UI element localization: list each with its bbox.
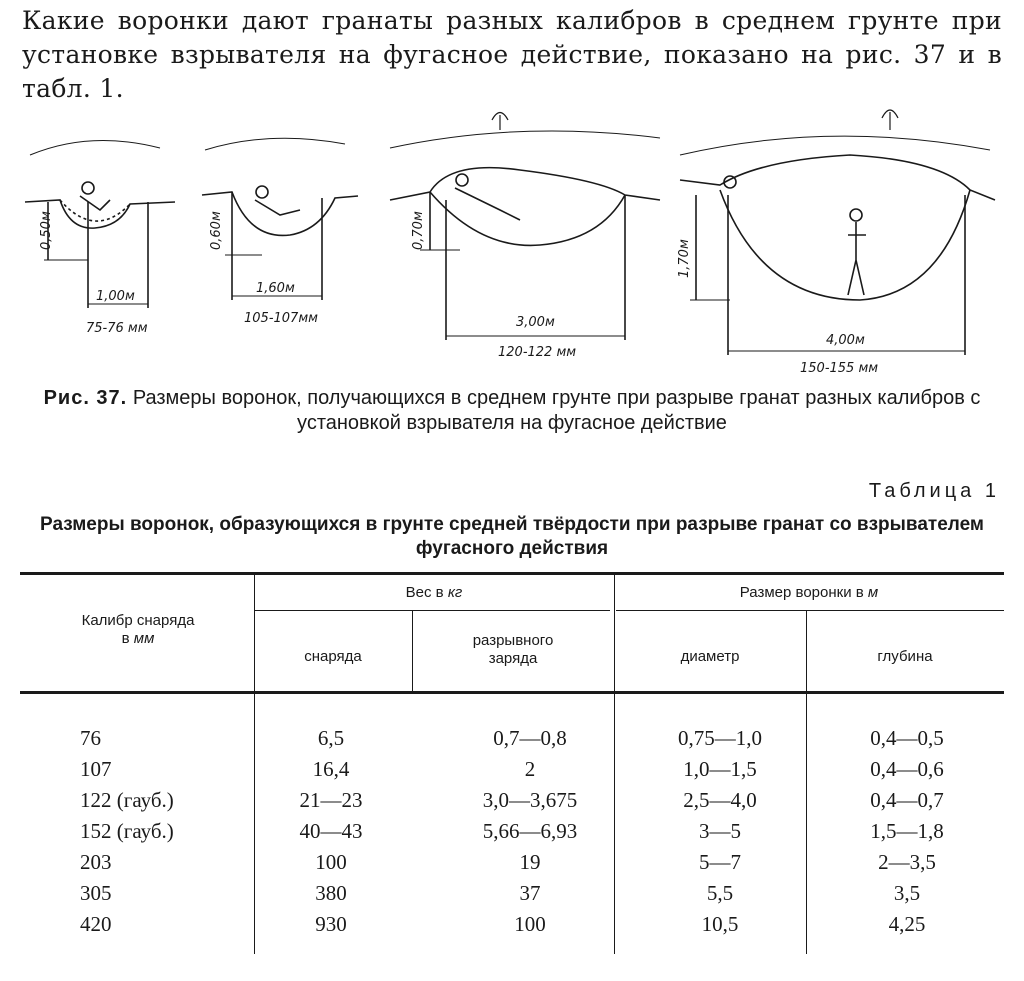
caption-text: Размеры воронок, получающихся в среднем грунте при разрыве гранат разных калибров с установкой взрывателя на фугасное действие <box>132 387 981 434</box>
header-caliber-line1: Калибр снаряда <box>81 612 195 629</box>
crater-panel-3 <box>390 113 660 341</box>
panel4-depth: 1,70м <box>677 239 692 278</box>
cell-shell-weight: 40—43 <box>299 819 363 843</box>
cell-depth: 4,25 <box>888 912 926 936</box>
cell-caliber: 152 (гауб.) <box>80 819 174 843</box>
figure-caption <box>20 386 1004 436</box>
tree-icon <box>882 110 898 130</box>
crater-figure <box>0 100 1024 390</box>
intro-paragraph: Какие воронки дают гранаты разных калибров в среднем грунте при установке взрывателя на фугасное действие, показано на рис. 37 и в табл. 1. <box>22 6 1002 103</box>
cell-diameter: 10,5 <box>701 912 739 936</box>
cell-diameter: 0,75—1,0 <box>678 726 762 750</box>
crater-panel-2 <box>202 138 358 300</box>
cell-depth: 3,5 <box>893 881 921 905</box>
table-row <box>20 878 1004 908</box>
cell-diameter: 3—5 <box>699 819 741 843</box>
header-weight-group: Вес в кг <box>405 584 463 601</box>
panel3-caliber: 120-122 мм <box>498 345 577 360</box>
table-label: Таблица 1 <box>868 480 1000 502</box>
header-caliber <box>28 612 248 648</box>
cell-charge-weight: 3,0—3,675 <box>482 788 578 812</box>
header-crater-group: Размер воронки в м <box>739 584 879 601</box>
crater-subheader-rule <box>616 610 1004 611</box>
cell-diameter: 5,5 <box>706 881 734 905</box>
cell-shell-weight: 6,5 <box>317 726 345 750</box>
table-row <box>20 816 1004 846</box>
soldier-icon <box>82 182 94 194</box>
table-row <box>20 847 1004 877</box>
header-charge: разрывного заряда <box>472 632 554 667</box>
cell-depth: 0,4—0,5 <box>870 726 944 750</box>
cell-shell-weight: 16,4 <box>312 757 350 781</box>
header-depth: глубина <box>877 648 933 665</box>
cell-shell-weight: 930 <box>315 912 347 936</box>
table-row <box>20 723 1004 753</box>
tree-icon <box>492 113 508 131</box>
header-shell: снаряда <box>304 648 362 665</box>
header-caliber-line2: в мм <box>121 630 155 647</box>
panel1-caliber: 75-76 мм <box>86 321 148 336</box>
weight-subheader-rule <box>254 610 610 611</box>
cell-shell-weight: 100 <box>315 850 347 874</box>
cell-caliber: 305 <box>80 881 112 905</box>
cell-charge-weight: 0,7—0,8 <box>493 726 567 750</box>
caption-number: Рис. 37. <box>43 387 128 409</box>
cell-depth: 1,5—1,8 <box>870 819 944 843</box>
cell-depth: 0,4—0,7 <box>870 788 944 812</box>
table-row <box>20 785 1004 815</box>
cell-shell-weight: 380 <box>315 881 347 905</box>
cell-charge-weight: 2 <box>524 757 536 781</box>
cell-diameter: 1,0—1,5 <box>683 757 757 781</box>
cell-caliber: 76 <box>80 726 101 750</box>
panel4-diameter: 4,00м <box>826 333 865 348</box>
panel3-depth: 0,70м <box>411 211 426 250</box>
table-header-rule <box>20 691 1004 694</box>
cell-caliber: 420 <box>80 912 112 936</box>
cell-caliber: 107 <box>80 757 112 781</box>
cell-charge-weight: 19 <box>519 850 541 874</box>
table-title: Размеры воронок, образующихся в грунте средней твёрдости при разрыве гранат со взрывателем фугасного действия <box>40 514 984 559</box>
cell-charge-weight: 5,66—6,93 <box>482 819 578 843</box>
cell-caliber: 122 (гауб.) <box>80 788 174 812</box>
soldier-icon <box>256 186 268 198</box>
panel2-diameter: 1,60м <box>256 281 295 296</box>
table-row <box>20 754 1004 784</box>
crater-illustration <box>0 100 1024 390</box>
panel3-diameter: 3,00м <box>516 315 555 330</box>
cell-shell-weight: 21—23 <box>299 788 363 812</box>
panel4-caliber: 150-155 мм <box>800 361 879 376</box>
cell-charge-weight: 37 <box>519 881 541 905</box>
soldier-icon <box>456 174 468 186</box>
header-diameter: диаметр <box>680 648 740 665</box>
panel1-depth: 0,50м <box>39 211 54 250</box>
cell-depth: 0,4—0,6 <box>870 757 944 781</box>
cell-caliber: 203 <box>80 850 112 874</box>
cell-diameter: 2,5—4,0 <box>683 788 757 812</box>
cell-charge-weight: 100 <box>514 912 546 936</box>
table-top-rule <box>20 572 1004 575</box>
panel2-caliber: 105-107мм <box>244 311 318 326</box>
crater-panel-4 <box>680 110 995 355</box>
soldier-icon <box>850 209 862 221</box>
panel2-depth: 0,60м <box>209 211 224 250</box>
cell-depth: 2—3,5 <box>878 850 936 874</box>
table-row <box>20 909 1004 939</box>
cell-diameter: 5—7 <box>699 850 741 874</box>
panel1-diameter: 1,00м <box>96 289 135 304</box>
